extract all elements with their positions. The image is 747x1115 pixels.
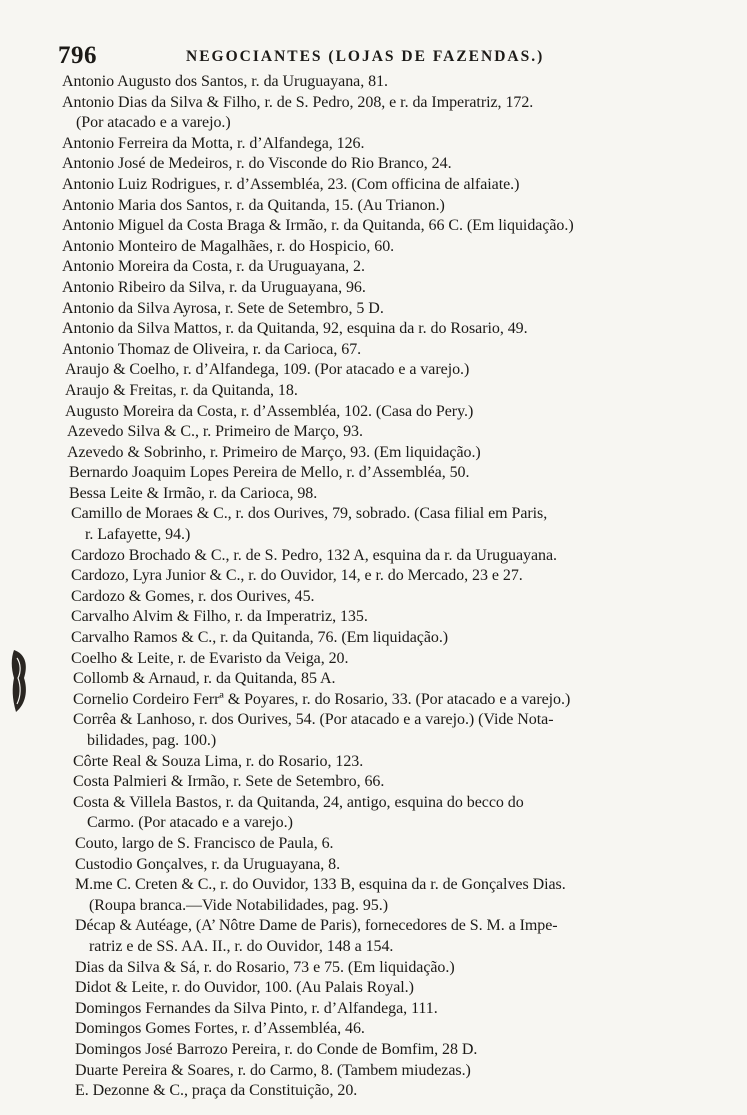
entry-line: Dias da Silva & Sá, r. do Rosario, 73 e 75. (Em liquidação.) (75, 958, 455, 976)
directory-entry (62, 93, 747, 134)
directory-entry (62, 278, 747, 299)
entry-continuation-line: (Roupa branca.—Vide Notabilidades, pag. 95.) (89, 896, 388, 914)
entry-line: Couto, largo de S. Francisco de Paula, 6. (75, 834, 334, 852)
entry-continuation-line: Carmo. (Por atacado e a varejo.) (87, 814, 293, 832)
entry-line: Collomb & Arnaud, r. da Quitanda, 85 A. (73, 670, 336, 688)
entry-line: Antonio Augusto dos Santos, r. da Uruguayana, 81. (62, 73, 388, 90)
running-head: NEGOCIANTES (LOJAS DE FAZENDAS.) (186, 48, 545, 65)
entry-line: Antonio da Silva Ayrosa, r. Sete de Setembro, 5 D. (62, 299, 384, 317)
directory-entry (75, 958, 747, 979)
directory-entry (75, 834, 747, 855)
entry-line: Costa & Villela Bastos, r. da Quitanda, 24, antigo, esquina do becco do (73, 793, 524, 811)
entry-line: Carvalho Alvim & Filho, r. da Imperatriz, 135. (71, 608, 368, 626)
entry-line: Cardozo, Lyra Junior & C., r. do Ouvidor, 14, e r. do Mercado, 23 e 27. (71, 567, 523, 585)
entry-line: Antonio Dias da Silva & Filho, r. de S. Pedro, 208, e r. da Imperatriz, 172. (62, 93, 534, 111)
entry-line: Antonio Luiz Rodrigues, r. d’Assembléa, 23. (Com officina de alfaiate.) (62, 175, 520, 193)
directory-entry (71, 546, 747, 567)
directory-entry (73, 690, 747, 711)
directory-entry (62, 134, 747, 155)
directory-entry (73, 793, 747, 834)
directory-entry (67, 422, 747, 443)
page-number: 796 (58, 42, 97, 69)
directory-entry (73, 669, 747, 690)
directory-entry (62, 175, 747, 196)
entry-line: Antonio Thomaz de Oliveira, r. da Carioca, 67. (62, 340, 362, 358)
entry-line: Didot & Leite, r. do Ouvidor, 100. (Au Palais Royal.) (75, 979, 414, 997)
directory-entry (71, 587, 747, 608)
entry-line: Antonio da Silva Mattos, r. da Quitanda, 92, esquina da r. do Rosario, 49. (62, 320, 528, 338)
directory-entry (62, 196, 747, 217)
directory-entry (62, 257, 747, 278)
entry-line: Azevedo Silva & C., r. Primeiro de Março, 93. (67, 423, 363, 441)
directory-entry (69, 484, 747, 505)
entry-line: Bessa Leite & Irmão, r. da Carioca, 98. (69, 484, 318, 502)
entry-continuation-line: bilidades, pag. 100.) (87, 732, 217, 749)
entry-line: E. Dezonne & C., praça da Constituição, 20. (75, 1082, 358, 1100)
directory-entry (65, 402, 747, 423)
entry-line: Duarte Pereira & Soares, r. do Carmo, 8. (Tambem miudezas.) (75, 1061, 471, 1079)
directory-entry (67, 443, 747, 464)
entry-continuation-line: r. Lafayette, 94.) (85, 526, 191, 544)
entry-line: Côrte Real & Souza Lima, r. do Rosario, 123. (73, 752, 364, 770)
directory-entry (62, 299, 747, 320)
directory-entry (62, 237, 747, 258)
entry-line: Domingos Fernandes da Silva Pinto, r. d’Alfandega, 111. (75, 999, 438, 1017)
entry-line: Augusto Moreira da Costa, r. d’Assembléa, 102. (Casa do Pery.) (65, 402, 474, 420)
entry-line: Antonio Monteiro de Magalhães, r. do Hospicio, 60. (62, 237, 395, 255)
directory-entry (75, 999, 747, 1020)
entry-line: Corrêa & Lanhoso, r. dos Ourives, 54. (Por atacado e a varejo.) (Vide Nota- (73, 711, 554, 729)
entry-line: Cardozo Brochado & C., r. de S. Pedro, 132 A, esquina da r. da Uruguayana. (71, 546, 557, 564)
entry-line: Antonio Ferreira da Motta, r. d’Alfandega, 126. (62, 134, 365, 152)
directory-entry (75, 1040, 747, 1061)
directory-entry (73, 710, 747, 751)
directory-entry (71, 607, 747, 628)
entry-line: M.me C. Creten & C., r. do Ouvidor, 133 B, esquina da r. de Gonçalves Dias. (75, 876, 566, 894)
entry-line: Domingos Gomes Fortes, r. d’Assembléa, 46. (75, 1020, 365, 1038)
directory-entry (75, 978, 747, 999)
entry-line: Antonio José de Medeiros, r. do Visconde do Rio Branco, 24. (62, 155, 452, 173)
entry-line: Antonio Maria dos Santos, r. da Quitanda, 15. (Au Trianon.) (62, 196, 445, 214)
directory-entry (71, 566, 747, 587)
entry-line: Cornelio Cordeiro Ferrª & Poyares, r. do Rosario, 33. (Por atacado e a varejo.) (73, 690, 571, 708)
directory-entry (75, 1061, 747, 1082)
directory-entry (62, 340, 747, 361)
page-header (58, 42, 698, 72)
entry-line: Custodio Gonçalves, r. da Uruguayana, 8. (75, 855, 341, 873)
directory-entry (71, 628, 747, 649)
entry-list (0, 72, 747, 1102)
entry-line: Araujo & Freitas, r. da Quitanda, 18. (65, 381, 298, 399)
entry-line: Azevedo & Sobrinho, r. Primeiro de Março, 93. (Em liquidação.) (67, 443, 481, 461)
entry-line: Costa Palmieri & Irmão, r. Sete de Setembro, 66. (73, 773, 385, 791)
entry-line: Carvalho Ramos & C., r. da Quitanda, 76. (Em liquidação.) (71, 629, 449, 647)
directory-entry (65, 360, 747, 381)
directory-entry (73, 752, 747, 773)
directory-entry (71, 649, 747, 670)
directory-entry (62, 154, 747, 175)
entry-continuation-line: (Por atacado e a varejo.) (76, 114, 231, 132)
directory-entry (62, 72, 747, 93)
directory-entry (65, 381, 747, 402)
directory-entry (75, 1081, 747, 1102)
directory-entry (75, 875, 747, 916)
entry-line: Bernardo Joaquim Lopes Pereira de Mello, r. d’Assembléa, 50. (69, 464, 470, 482)
entry-line: Décap & Autéage, (A’ Nôtre Dame de Paris), fornecedores de S. M. a Impe- (75, 917, 558, 935)
entry-line: Antonio Moreira da Costa, r. da Uruguayana, 2. (62, 258, 365, 276)
entry-line: Camillo de Moraes & C., r. dos Ourives, 79, sobrado. (Casa filial em Paris, (71, 505, 548, 523)
directory-entry (75, 1019, 747, 1040)
directory-entry (62, 319, 747, 340)
directory-entry (75, 916, 747, 957)
directory-entry (73, 772, 747, 793)
page-margin-mark (8, 648, 32, 714)
directory-entry (71, 504, 747, 545)
directory-entry (75, 855, 747, 876)
entry-continuation-line: ratriz e de SS. AA. II., r. do Ouvidor, 148 a 154. (89, 937, 394, 955)
directory-entry (62, 216, 747, 237)
directory-entry (69, 463, 747, 484)
entry-line: Domingos José Barrozo Pereira, r. do Conde de Bomfim, 28 D. (75, 1040, 478, 1058)
entry-line: Antonio Ribeiro da Silva, r. da Uruguayana, 96. (62, 278, 366, 296)
entry-line: Cardozo & Gomes, r. dos Ourives, 45. (71, 587, 315, 605)
entry-line: Antonio Miguel da Costa Braga & Irmão, r. da Quitanda, 66 C. (Em liquidação.) (62, 217, 574, 235)
entry-line: Coelho & Leite, r. de Evaristo da Veiga, 20. (71, 649, 349, 667)
entry-line: Araujo & Coelho, r. d’Alfandega, 109. (Por atacado e a varejo.) (65, 361, 470, 379)
